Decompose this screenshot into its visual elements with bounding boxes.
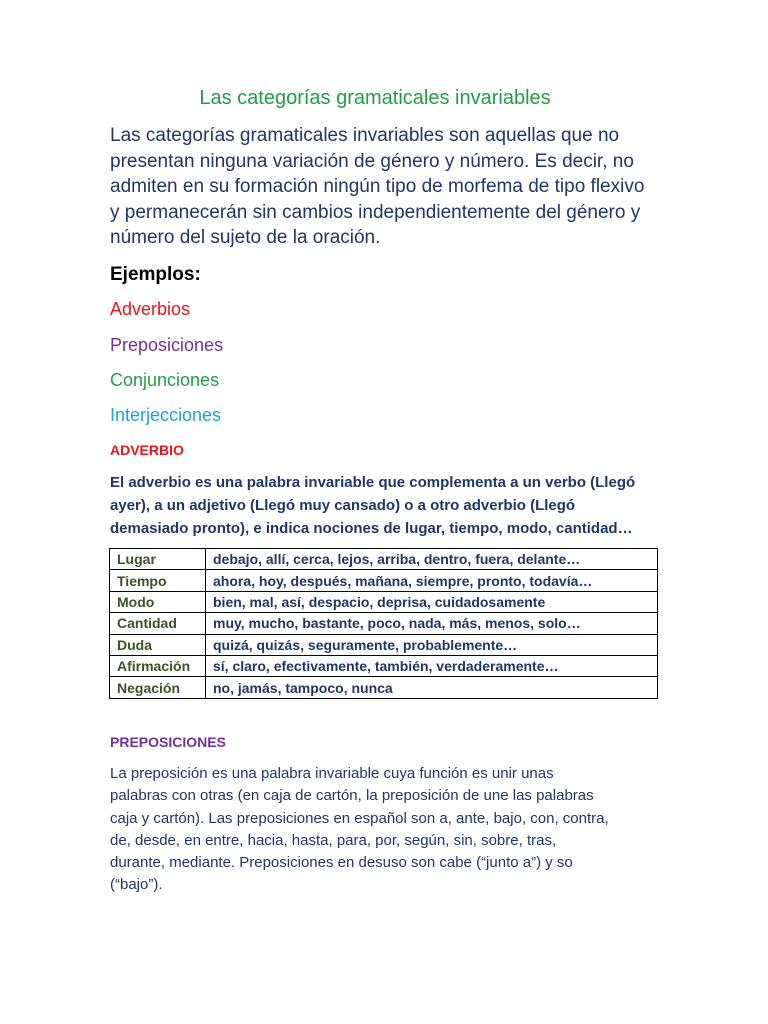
adverb-examples-cell: debajo, allí, cerca, lejos, arriba, dentro, fuera, delante… bbox=[206, 549, 658, 570]
category-conjunciones: Conjunciones bbox=[110, 370, 220, 390]
category-interjecciones: Interjecciones bbox=[110, 405, 222, 425]
preposiciones-line: caja y cartón). Las preposiciones en español son a, ante, bajo, con, contra, bbox=[110, 809, 609, 827]
intro-line: y permanecerán sin cambios independientemente del género y bbox=[110, 201, 641, 223]
preposiciones-line: palabras con otras (en caja de cartón, la preposición de une las palabras bbox=[110, 787, 594, 805]
adverb-type-cell: Lugar bbox=[110, 549, 206, 570]
adverb-type-cell: Tiempo bbox=[110, 570, 206, 591]
adverb-type-cell: Duda bbox=[110, 634, 206, 655]
table-row bbox=[110, 677, 658, 698]
category-preposiciones: Preposiciones bbox=[110, 335, 224, 355]
intro-line: presentan ninguna variación de género y número. Es decir, no bbox=[110, 150, 634, 172]
table-row bbox=[110, 570, 658, 591]
adverb-types-table bbox=[109, 548, 658, 699]
adverb-examples-cell: sí, claro, efectivamente, también, verdaderamente… bbox=[206, 655, 658, 676]
intro-line: admiten en su formación ningún tipo de morfema de tipo flexivo bbox=[110, 176, 645, 197]
adverbio-paragraph bbox=[110, 471, 670, 540]
examples-label: Ejemplos: bbox=[110, 264, 201, 285]
table-row bbox=[110, 613, 658, 634]
intro-paragraph bbox=[110, 123, 670, 251]
adverb-examples-cell: bien, mal, así, despacio, deprisa, cuidadosamente bbox=[206, 591, 658, 612]
preposiciones-line: (“bajo”). bbox=[110, 876, 163, 894]
adverbio-line: El adverbio es una palabra invariable que complementa a un verbo (Llegó bbox=[110, 474, 636, 491]
intro-line: Las categorías gramaticales invariables son aquellas que no bbox=[110, 125, 620, 146]
preposiciones-paragraph bbox=[110, 763, 670, 897]
preposiciones-line: durante, mediante. Preposiciones en desuso son cabe (“junto a”) y so bbox=[110, 854, 573, 872]
category-adverbios: Adverbios bbox=[110, 299, 191, 319]
adverb-type-cell: Negación bbox=[110, 677, 206, 698]
adverbio-line: ayer), a un adjetivo (Llegó muy cansado) o a otro adverbio (Llegó bbox=[110, 497, 576, 514]
adverb-examples-cell: ahora, hoy, después, mañana, siempre, pronto, todavía… bbox=[206, 570, 658, 591]
table-row bbox=[110, 634, 658, 655]
page-title: Las categorías gramaticales invariables bbox=[199, 87, 551, 109]
adverb-examples-cell: muy, mucho, bastante, poco, nada, más, menos, solo… bbox=[206, 613, 658, 634]
adverb-type-cell: Cantidad bbox=[110, 613, 206, 634]
intro-line: número del sujeto de la oración. bbox=[110, 227, 381, 248]
table-row bbox=[110, 655, 658, 676]
adverbio-heading: ADVERBIO bbox=[110, 442, 184, 458]
adverb-examples-cell: quizá, quizás, seguramente, probablemente… bbox=[206, 634, 658, 655]
adverb-type-cell: Modo bbox=[110, 591, 206, 612]
preposiciones-line: La preposición es una palabra invariable cuya función es unir unas bbox=[110, 765, 554, 782]
table-row bbox=[110, 591, 658, 612]
preposiciones-line: de, desde, en entre, hacia, hasta, para, por, según, sin, sobre, tras, bbox=[110, 831, 557, 849]
preposiciones-heading: PREPOSICIONES bbox=[110, 734, 226, 750]
adverb-type-cell: Afirmación bbox=[110, 655, 206, 676]
adverb-examples-cell: no, jamás, tampoco, nunca bbox=[206, 677, 658, 698]
adverbio-line: demasiado pronto), e indica nociones de lugar, tiempo, modo, cantidad… bbox=[110, 520, 633, 537]
table-row bbox=[110, 549, 658, 570]
